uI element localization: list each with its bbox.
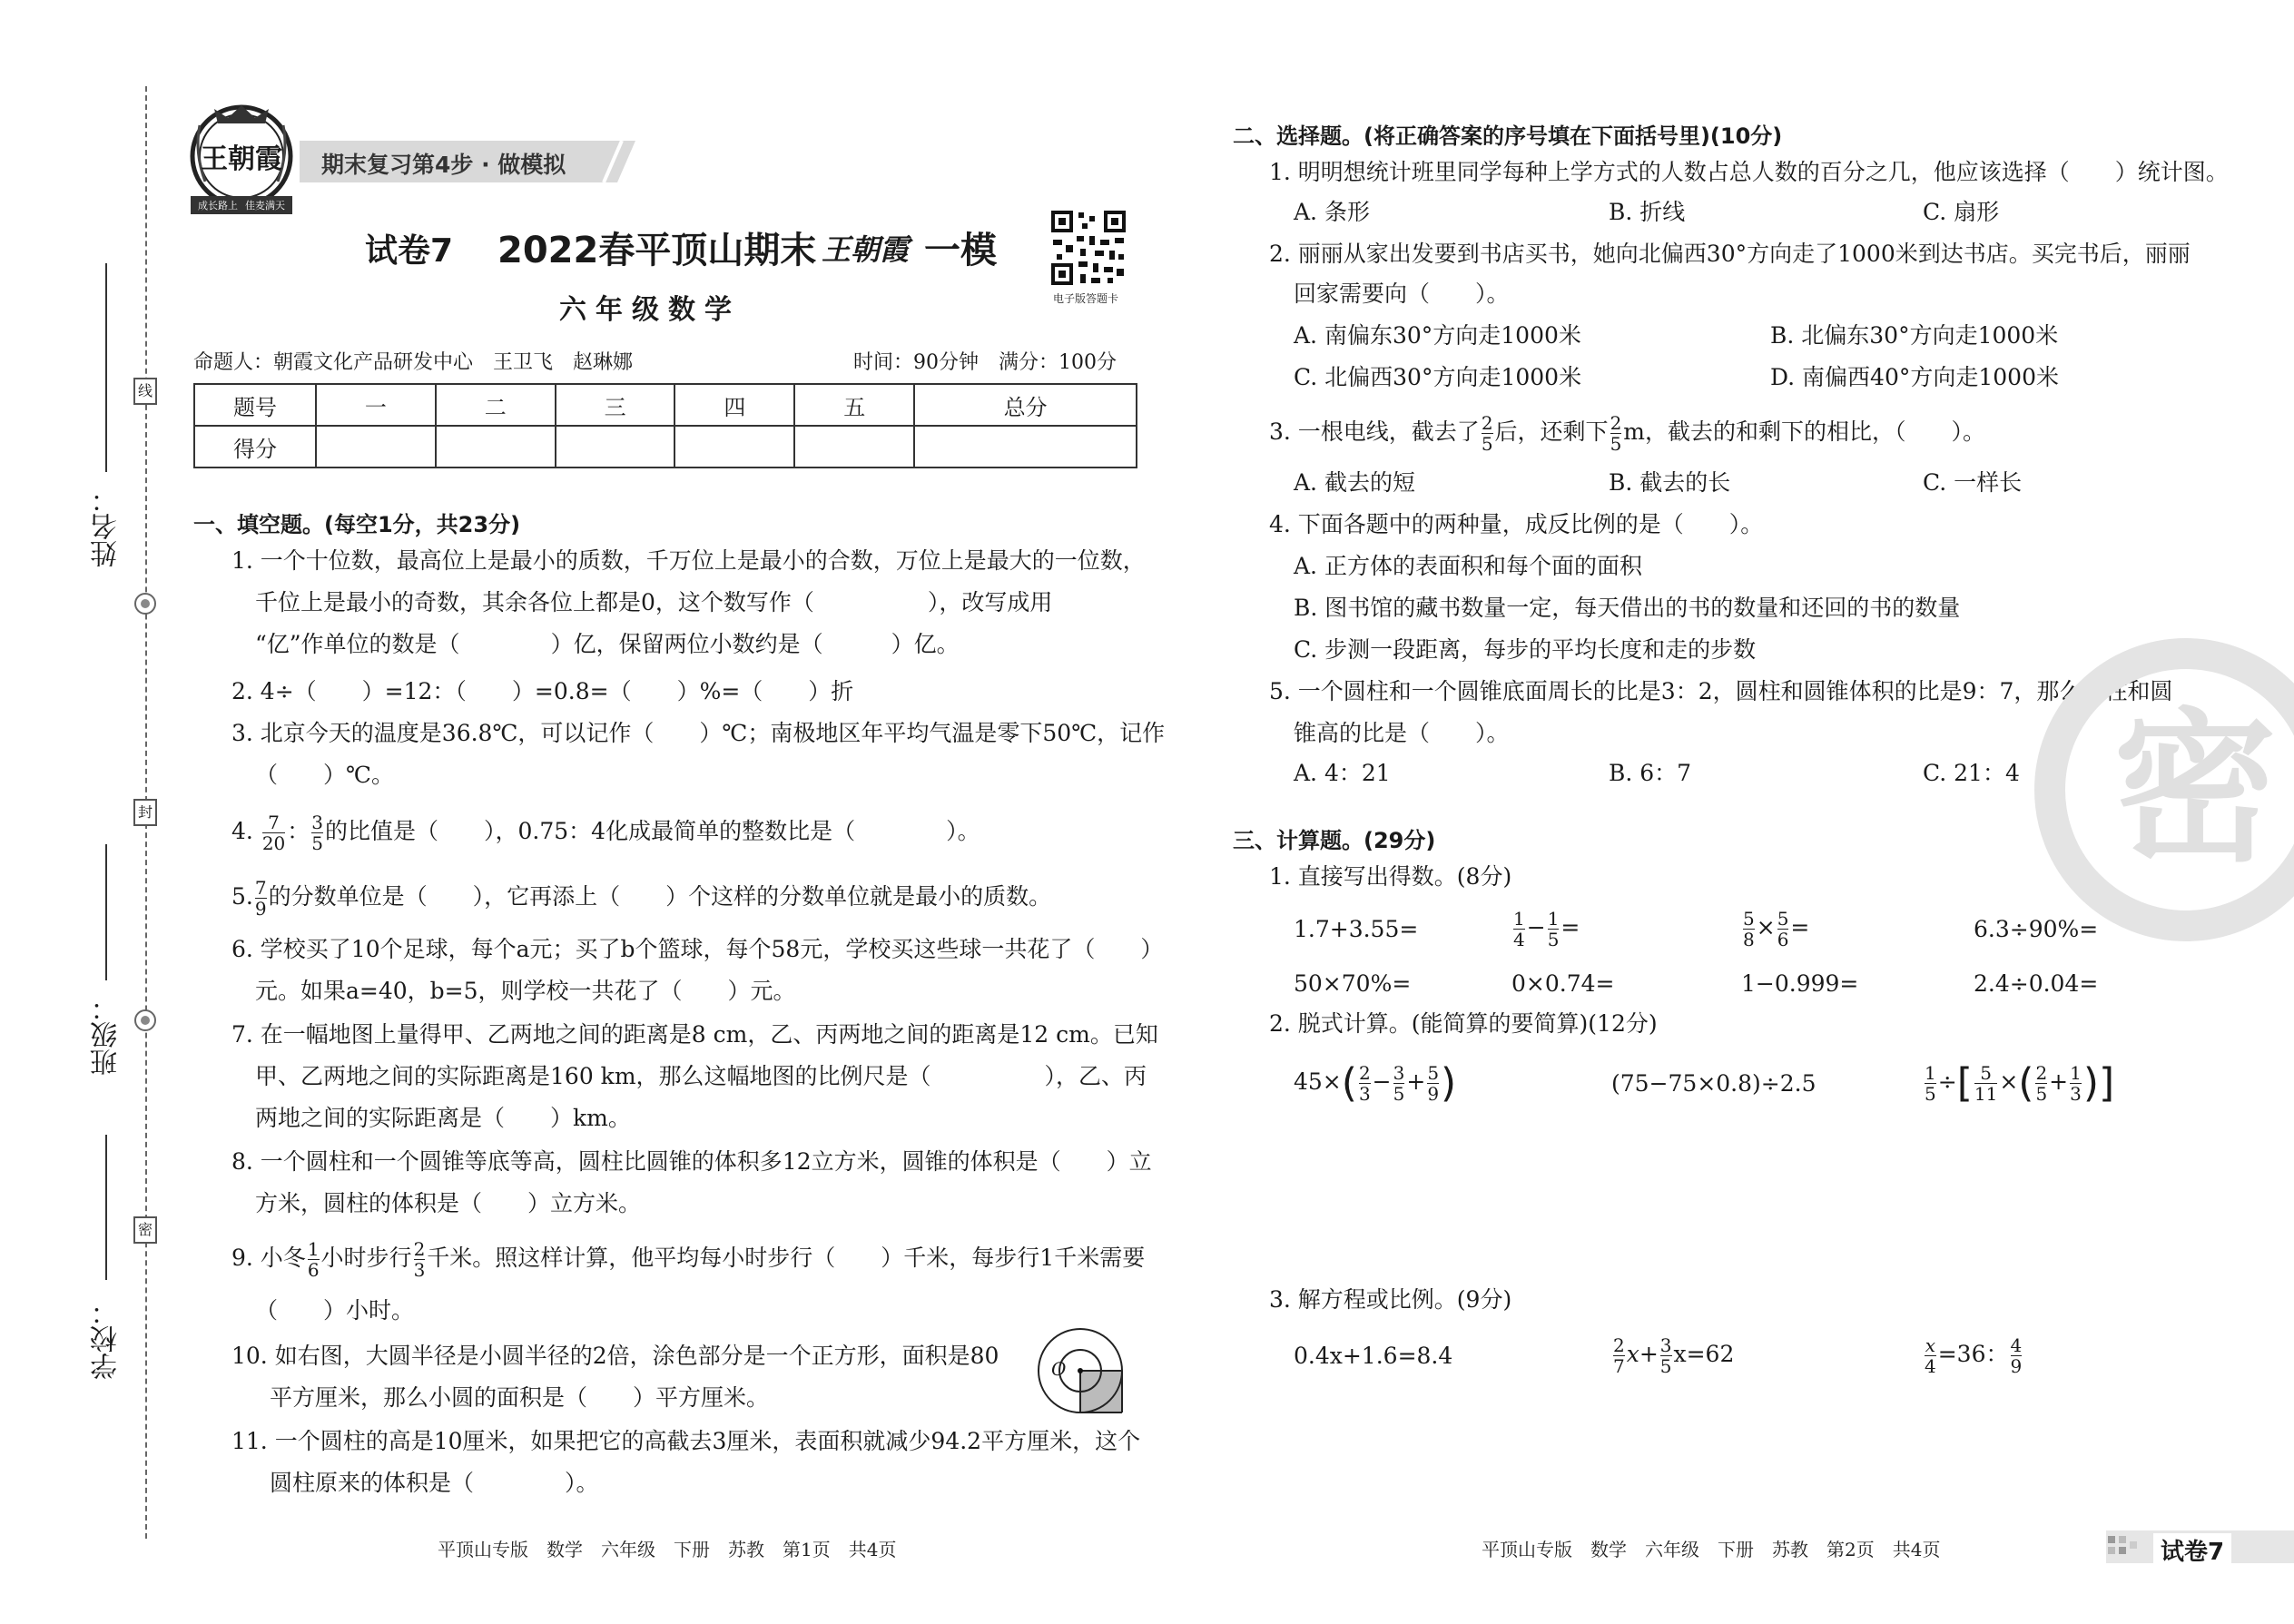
fraction [2011, 1335, 2023, 1376]
name-label: 姓名： [91, 486, 123, 567]
name-underline [105, 263, 107, 472]
numerator: 2 [1610, 412, 1622, 434]
numerator: 2 [1358, 1062, 1371, 1084]
binding-hole-icon [134, 1009, 156, 1031]
question-line: （ ）小时。 [255, 1297, 415, 1324]
question-text: 千米。照这样计算，他平均每小时步行（ ）千米，每步行1千米需要 [427, 1245, 1146, 1271]
denominator: 5 [1547, 929, 1560, 950]
calc-item [1294, 1057, 1456, 1107]
question-number: 5. [231, 883, 253, 910]
fraction [1482, 413, 1493, 454]
option[interactable]: B. 截去的长 [1609, 469, 1731, 496]
question-9 [231, 1233, 1145, 1284]
exam-title-suffix: 一模 [924, 230, 997, 271]
table-cell: 题号 [194, 384, 316, 426]
paren: ) [2082, 1059, 2100, 1107]
numerator: 2 [1481, 412, 1493, 434]
fraction [1925, 1063, 1936, 1104]
numerator: 5 [1777, 908, 1789, 930]
denominator: 5 [311, 832, 324, 854]
fraction [414, 1239, 426, 1280]
question-line: 1. 明明想统计班里同学每种上学方式的人数占总人数的百分之几，他应该选择（ ）统计图。 [1269, 159, 2229, 185]
question-line: 6. 学校买了10个足球，每个a元；买了b个篮球，每个58元，学校买这些球一共花了（ ） [231, 936, 1164, 962]
denominator: 4 [1513, 929, 1525, 950]
denominator: 5 [2035, 1083, 2048, 1105]
question-line: 两地之间的实际距离是（ ）km。 [255, 1105, 631, 1131]
seal-box-mi: 密 [133, 1216, 157, 1244]
option[interactable]: D. 南偏西40°方向走1000米 [1770, 364, 2059, 390]
denominator: 6 [1777, 929, 1789, 950]
denominator: 5 [1925, 1083, 1936, 1105]
circles-figure [1028, 1318, 1137, 1427]
authors: 命题人：朝霞文化产品研发中心 王卫飞 赵琳娜 [193, 351, 634, 374]
operand: x=62 [1673, 1341, 1735, 1367]
numerator: 5 [1427, 1062, 1440, 1084]
fraction [1610, 413, 1622, 454]
denominator: 5 [1481, 433, 1493, 455]
option[interactable]: B. 6：7 [1609, 760, 1692, 786]
calc-item: 6.3÷90%= [1974, 916, 2099, 942]
score-input-cell[interactable] [316, 426, 436, 468]
brand-logo [178, 98, 305, 225]
footer-page-2: 平顶山专版 数学 六年级 下册 苏教 第2页 共4页 [1482, 1539, 1941, 1560]
question-line: 方米，圆柱的体积是（ ）立方米。 [255, 1190, 642, 1216]
question-text: m，截去的和剩下的相比，（ ）。 [1623, 418, 1986, 445]
banner-text: 期末复习第4步 · 做模拟 [321, 152, 566, 178]
question-line: 5. 一个圆柱和一个圆锥底面周长的比是3：2，圆柱和圆锥体积的比是9：7，那么圆柱和圆 [1269, 678, 2173, 704]
banner [300, 141, 635, 182]
table-cell: 得分 [194, 426, 316, 468]
question-text: 9. 小冬 [231, 1245, 306, 1271]
operator: = [1561, 914, 1580, 940]
numerator: 1 [2070, 1062, 2082, 1084]
question-text: 的分数单位是（ ），它再添上（ ）个这样的分数单位就是最小的质数。 [268, 883, 1052, 910]
fraction [2035, 1063, 2047, 1104]
fraction [262, 812, 285, 853]
operator: + [1406, 1068, 1426, 1095]
numerator: 7 [254, 877, 267, 899]
question-line: 11. 一个圆柱的高是10厘米，如果把它的高截去3厘米，表面积就减少94.2平方厘米，这个 [231, 1428, 1141, 1454]
bracket: ] [2099, 1059, 2115, 1107]
option[interactable]: B. 图书馆的藏书数量一定，每天借出的书的数量和还回的书的数量 [1294, 595, 1961, 621]
operand: 45× [1294, 1068, 1342, 1095]
denominator: 5 [1610, 433, 1622, 455]
fraction [1925, 1335, 1936, 1376]
question-line: 圆柱原来的体积是（ ）。 [270, 1470, 599, 1496]
denominator: 7 [1613, 1355, 1625, 1377]
circle-center-label: O [1051, 1358, 1067, 1380]
fraction [1359, 1063, 1371, 1104]
fraction [1777, 909, 1789, 950]
calc-item: 0×0.74= [1511, 970, 1615, 997]
class-underline [105, 844, 107, 980]
option[interactable]: A. 条形 [1294, 199, 1370, 225]
operand: x+ [1626, 1341, 1659, 1367]
question-line: （ ）℃。 [255, 762, 394, 788]
denominator: 11 [1974, 1083, 1998, 1105]
school-label: 学校： [91, 1298, 123, 1380]
logo-motto-left: 成长路上 [198, 200, 238, 212]
numerator: 1 [1513, 908, 1525, 930]
paren: ( [1341, 1059, 1357, 1107]
numerator: 5 [1980, 1062, 1992, 1084]
fraction [1660, 1335, 1672, 1376]
denominator: 3 [413, 1259, 426, 1281]
question-text: 3. 一根电线，截去了 [1269, 418, 1480, 445]
question-line: 8. 一个圆柱和一个圆锥等底等高，圆柱比圆锥的体积多12立方米，圆锥的体积是（ ）立 [231, 1148, 1152, 1175]
option[interactable]: C. 步测一段距离，每步的平均长度和走的步数 [1294, 636, 1757, 663]
table-cell: 一 [316, 384, 436, 426]
logo-text: 王朝霞 [201, 143, 282, 175]
option[interactable]: C. 北偏西30°方向走1000米 [1294, 364, 1582, 390]
question-line: 2. 丽丽从家出发要到书店买书，她向北偏西30°方向走了1000米到达书店。买完书后，丽丽 [1269, 241, 2191, 267]
operator: × [1999, 1068, 2019, 1095]
option[interactable]: B. 折线 [1609, 199, 1686, 225]
score-table [193, 383, 1137, 468]
denominator: 3 [2070, 1083, 2082, 1105]
denominator: 5 [1393, 1083, 1405, 1105]
score-input-cell[interactable] [794, 426, 914, 468]
score-input-cell[interactable] [556, 426, 675, 468]
section-title-calc: 三、计算题。(29分) [1233, 828, 1436, 853]
question-line: 锥高的比是（ ）。 [1294, 720, 1510, 746]
fraction [311, 812, 323, 853]
numerator: 7 [268, 812, 280, 833]
question-line: 回家需要向（ ）。 [1294, 281, 1510, 307]
table-cell: 三 [556, 384, 675, 426]
calc-item: (75−75×0.8)÷2.5 [1611, 1070, 1816, 1097]
option[interactable]: A. 南偏东30°方向走1000米 [1294, 322, 1581, 349]
section-title-choice: 二、选择题。(将正确答案的序号填在下面括号里)(10分) [1233, 123, 1783, 149]
score-value-row [194, 426, 1137, 468]
school-underline [105, 1135, 107, 1280]
fraction [308, 1239, 320, 1280]
question-text: 小时步行 [320, 1245, 412, 1271]
denominator: 3 [1358, 1083, 1371, 1105]
question-line: 2. 4÷（ ）=12：（ ）=0.8=（ ）%=（ ）折 [231, 678, 854, 704]
fraction [1974, 1063, 1997, 1104]
denominator: 20 [261, 832, 286, 854]
section-title-fill-blank: 一、填空题。(每空1分，共23分) [193, 512, 521, 537]
exam-number: 试卷7 [365, 232, 454, 270]
calc-item: 1−0.999= [1741, 970, 1859, 997]
question-text: 的比值是（ ），0.75：4化成最简单的整数比是（ ）。 [325, 818, 980, 844]
equation [1611, 1329, 1734, 1380]
option[interactable]: A. 截去的短 [1294, 469, 1415, 496]
calc-item [1741, 902, 1809, 953]
question-line: 3. 北京今天的温度是36.8℃，可以记作（ ）℃；南极地区年平均气温是零下50℃，记作 [231, 720, 1166, 746]
denominator: 9 [254, 898, 267, 920]
numerator: 3 [1393, 1062, 1405, 1084]
question-line: 平方厘米，那么小圆的面积是（ ）平方厘米。 [270, 1384, 770, 1411]
bracket: [ [1956, 1059, 1973, 1107]
operand: =36： [1937, 1341, 2009, 1367]
calc-item [1511, 902, 1580, 953]
numerator: 2 [2035, 1062, 2048, 1084]
calc-item: 2.4÷0.04= [1974, 970, 2099, 997]
footer-tag [2106, 1530, 2294, 1566]
numerator: 4 [2010, 1334, 2023, 1356]
numerator: 5 [1743, 908, 1755, 930]
subsection-title: 1. 直接写出得数。(8分) [1269, 863, 1512, 890]
calc-item [1923, 1057, 2114, 1107]
question-line: 10. 如右图，大圆半径是小圆半径的2倍，涂色部分是一个正方形，面积是80 [231, 1343, 999, 1369]
operator: − [1372, 1068, 1392, 1095]
calc-item: 1.7+3.55= [1294, 916, 1419, 942]
operator: ÷ [1937, 1068, 1957, 1095]
question-number: 4. [231, 818, 253, 844]
score-input-cell[interactable] [674, 426, 794, 468]
exam-subtitle: 六年级数学 [559, 294, 741, 326]
watermark-character: 密 [2113, 694, 2278, 884]
question-5 [231, 871, 1051, 922]
numerator: 2 [413, 1238, 426, 1260]
numerator: 3 [1659, 1334, 1672, 1356]
denominator: 9 [2010, 1355, 2023, 1377]
qr-caption: 电子版答题卡 [1053, 292, 1119, 305]
exam-title-brand: 王朝霞 [822, 232, 910, 267]
question-line: 千位上是最小的奇数，其余各位上都是0，这个数写作（ ），改写成用 [255, 589, 1053, 615]
table-cell: 五 [794, 384, 914, 426]
denominator: 5 [1659, 1355, 1672, 1377]
numerator: 1 [1925, 1062, 1936, 1084]
denominator: 6 [307, 1259, 320, 1281]
fraction [1743, 909, 1755, 950]
fraction [1613, 1335, 1625, 1376]
table-cell: 总分 [914, 384, 1137, 426]
class-label: 班级： [91, 994, 123, 1076]
table-cell: 四 [674, 384, 794, 426]
fraction [1393, 1063, 1405, 1104]
fraction [1548, 909, 1560, 950]
watermark-seal [2032, 635, 2294, 944]
option[interactable]: C. 一样长 [1923, 469, 2023, 496]
equation [1923, 1329, 2023, 1380]
question-line: 7. 在一幅地图上量得甲、乙两地之间的距离是8 cm，乙、丙两地之间的距离是12 cm。已知 [231, 1021, 1158, 1048]
option[interactable]: A. 正方体的表面积和每个面的面积 [1294, 553, 1642, 579]
footer-tag-text: 试卷7 [2153, 1533, 2231, 1567]
denominator: 4 [1925, 1355, 1936, 1377]
question-line: 元。如果a=40，b=5，则学校一共花了（ ）元。 [255, 978, 796, 1004]
time-score: 时间：90分钟 满分：100分 [853, 351, 1117, 374]
question-line: “亿”作单位的数是（ ）亿，保留两位小数约是（ ）亿。 [255, 631, 960, 657]
option[interactable]: C. 21：4 [1923, 760, 2020, 786]
score-input-cell[interactable] [436, 426, 556, 468]
question-3 [1269, 407, 1985, 458]
equation: 0.4x+1.6=8.4 [1294, 1343, 1453, 1369]
subsection-title: 3. 解方程或比例。(9分) [1269, 1286, 1512, 1313]
fraction [255, 878, 267, 919]
question-line: 甲、乙两地之间的实际距离是160 km，那么这幅地图的比例尺是（ ），乙、丙 [255, 1063, 1147, 1089]
paren: ( [2018, 1059, 2034, 1107]
subsection-title: 2. 脱式计算。(能简算的要简算)(12分) [1269, 1010, 1658, 1037]
operator: + [2049, 1068, 2069, 1095]
denominator: 8 [1743, 929, 1755, 950]
numerator: 1 [307, 1238, 320, 1260]
seal-box-xian: 线 [133, 378, 157, 405]
numerator: 3 [311, 812, 324, 833]
operator: = [1790, 914, 1810, 940]
paren: ) [1441, 1059, 1457, 1107]
numerator: 2 [1613, 1334, 1625, 1356]
fraction [1427, 1063, 1439, 1104]
operator: × [1756, 914, 1776, 940]
option[interactable]: B. 北偏东30°方向走1000米 [1770, 322, 2059, 349]
score-input-cell[interactable] [914, 426, 1137, 468]
seal-box-feng: 封 [133, 799, 157, 826]
exam-title: 2022春平顶山期末 [497, 230, 817, 271]
question-line: 4. 下面各题中的两种量，成反比例的是（ ）。 [1269, 511, 1764, 537]
option[interactable]: A. 4：21 [1294, 760, 1391, 786]
question-text: 后，还剩下 [1494, 418, 1609, 445]
question-line: 1. 一个十位数，最高位上是最小的质数，千万位上是最小的合数，万位上是最大的一位数， [231, 547, 1146, 574]
footer-page-1: 平顶山专版 数学 六年级 下册 苏教 第1页 共4页 [438, 1539, 897, 1560]
fraction [2070, 1063, 2082, 1104]
binding-hole-icon [134, 593, 156, 615]
numerator: 1 [1547, 908, 1560, 930]
option[interactable]: C. 扇形 [1923, 199, 2000, 225]
table-cell: 二 [436, 384, 556, 426]
score-header-row [194, 384, 1137, 426]
logo-motto-right: 佳麦满天 [245, 200, 285, 212]
fraction [1513, 909, 1525, 950]
numerator: x [1925, 1334, 1935, 1356]
colon: ： [287, 818, 310, 844]
calc-item: 50×70%= [1294, 970, 1412, 997]
question-4 [231, 806, 980, 857]
operator: − [1526, 914, 1546, 940]
qr-code[interactable] [1049, 209, 1127, 287]
denominator: 9 [1427, 1083, 1440, 1105]
footer-squares-icon [2106, 1534, 2142, 1560]
